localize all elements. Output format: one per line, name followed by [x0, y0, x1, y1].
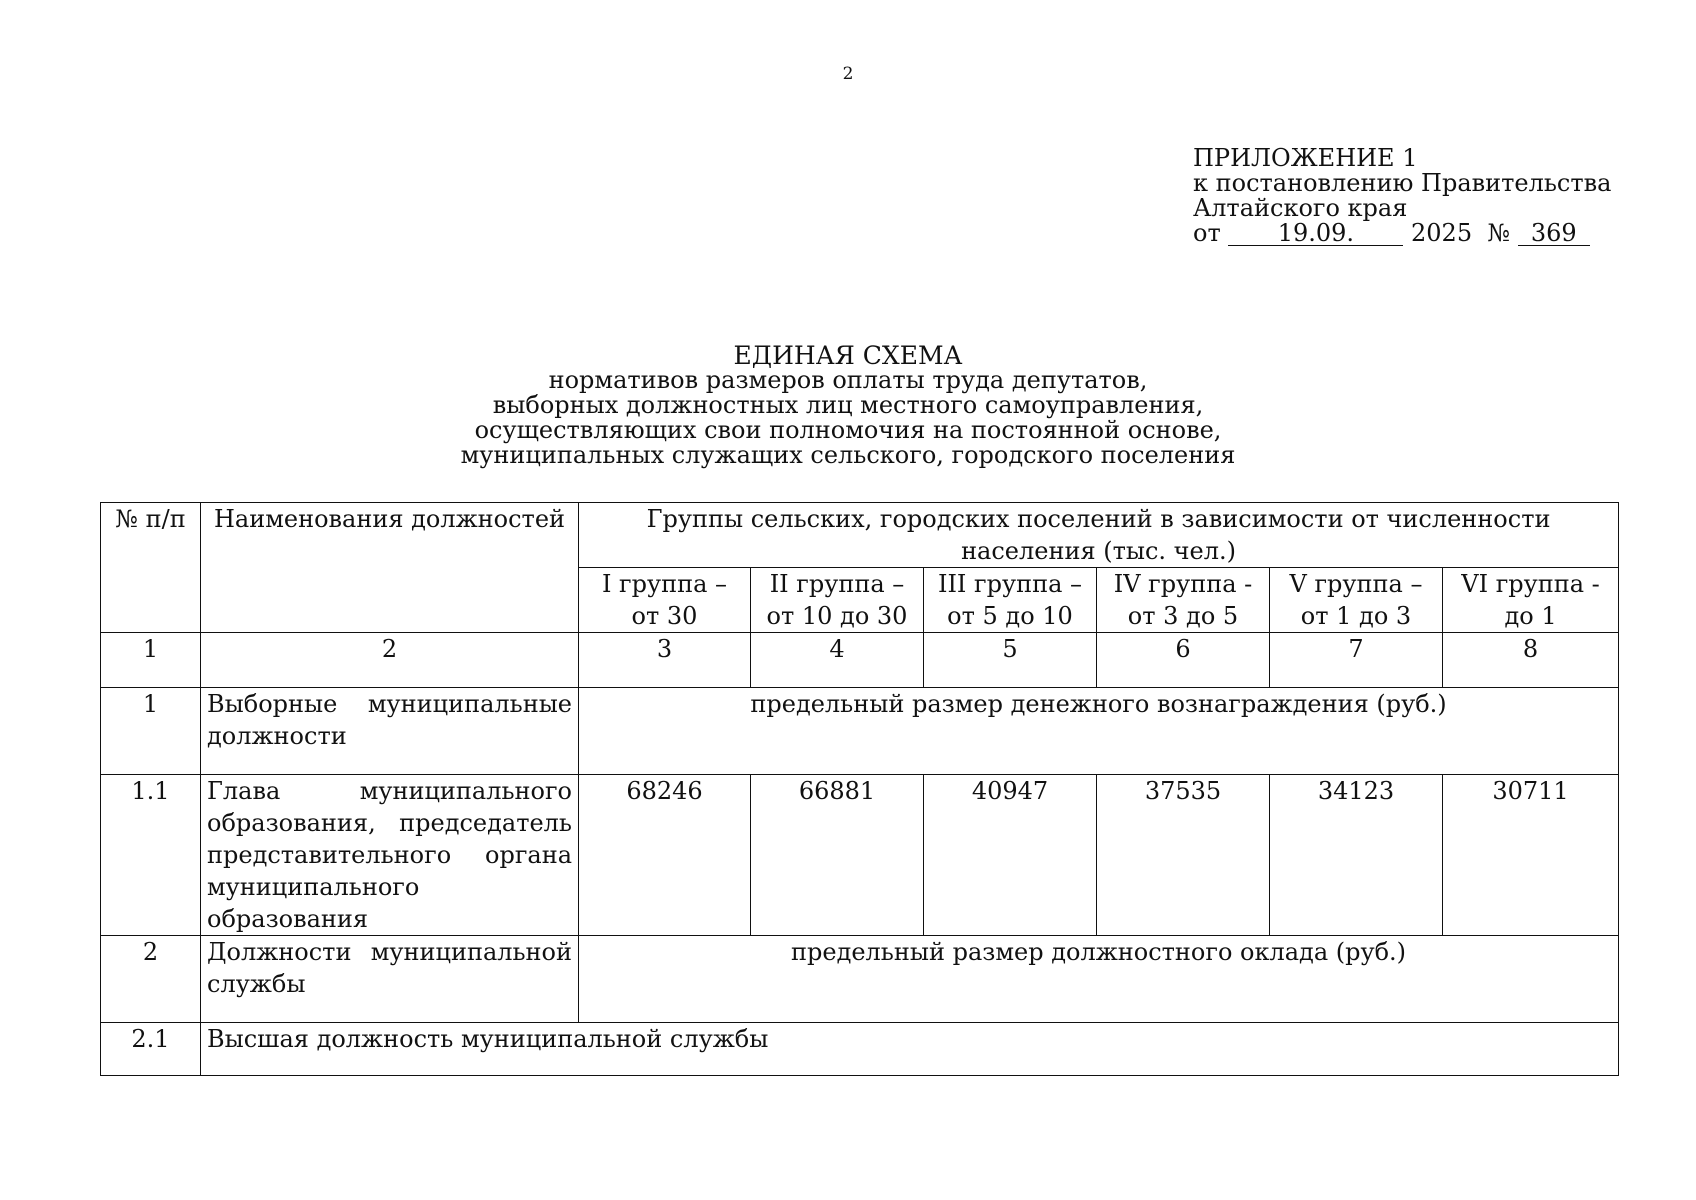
group-range: от 1 до 3: [1300, 602, 1412, 630]
group-col-header: [1443, 568, 1619, 633]
value-cell: 30711: [1443, 775, 1619, 936]
group-name: III группа –: [937, 570, 1083, 598]
decree-number: 369: [1518, 221, 1590, 246]
decree-date: 19.09.: [1228, 221, 1403, 246]
group-name: VI группа -: [1461, 570, 1600, 598]
group-name: II группа –: [769, 570, 905, 598]
column-number: 5: [924, 633, 1097, 688]
row-position-name: Глава муниципального образования, председатель представительного органа муниципального образования: [201, 775, 579, 936]
appendix-date-line: [1193, 221, 1611, 246]
heading-line-3: осуществляющих свои полномочия на постоянной основе,: [474, 416, 1222, 444]
header-num: № п/п: [101, 503, 201, 633]
table-header-row: [101, 503, 1619, 568]
row-num: 1: [101, 688, 201, 775]
group-name: I группа –: [601, 570, 728, 598]
row-position-name: Выборные муниципальные должности: [201, 688, 579, 775]
group-name: V группа –: [1289, 570, 1423, 598]
group-col-header: [1270, 568, 1443, 633]
table-row: [101, 775, 1619, 936]
document-title: ЕДИНАЯ СХЕМА: [733, 341, 963, 370]
value-cell: 34123: [1270, 775, 1443, 936]
table-row: [101, 936, 1619, 1023]
group-range: от 30: [631, 602, 698, 630]
column-number: 7: [1270, 633, 1443, 688]
group-range: от 3 до 5: [1127, 602, 1239, 630]
from-label: от: [1193, 219, 1221, 247]
appendix-line-3: Алтайского края: [1193, 194, 1408, 222]
row-position-name: Высшая должность муниципальной службы: [201, 1023, 1619, 1076]
document-heading: [0, 343, 1696, 468]
column-number-row: [101, 633, 1619, 688]
appendix-block: [1193, 146, 1611, 246]
column-number: 1: [101, 633, 201, 688]
group-name: IV группа -: [1113, 570, 1253, 598]
heading-line-4: муниципальных служащих сельского, городского поселения: [460, 441, 1236, 469]
column-number: 2: [201, 633, 579, 688]
group-col-header: [924, 568, 1097, 633]
row-span-text: предельный размер денежного вознаграждения (руб.): [579, 688, 1619, 775]
table-row: [101, 1023, 1619, 1076]
group-col-header: [751, 568, 924, 633]
group-col-header: [579, 568, 751, 633]
value-cell: 40947: [924, 775, 1097, 936]
group-col-header: [1097, 568, 1270, 633]
header-positions: Наименования должностей: [201, 503, 579, 633]
row-span-text: предельный размер должностного оклада (руб.): [579, 936, 1619, 1023]
heading-line-2: выборных должностных лиц местного самоуправления,: [492, 391, 1204, 419]
group-range: от 5 до 10: [947, 602, 1073, 630]
column-number: 8: [1443, 633, 1619, 688]
column-number: 6: [1097, 633, 1270, 688]
appendix-line-2: к постановлению Правительства: [1193, 169, 1612, 197]
column-number: 3: [579, 633, 751, 688]
value-cell: 68246: [579, 775, 751, 936]
page-number: 2: [842, 64, 854, 84]
appendix-title: ПРИЛОЖЕНИЕ 1: [1193, 144, 1418, 172]
group-range: до 1: [1504, 602, 1557, 630]
value-cell: 37535: [1097, 775, 1270, 936]
salary-schema-table: [100, 502, 1619, 1076]
heading-line-1: нормативов размеров оплаты труда депутатов,: [548, 366, 1148, 394]
value-cell: 66881: [751, 775, 924, 936]
row-num: 2: [101, 936, 201, 1023]
column-number: 4: [751, 633, 924, 688]
row-num: 1.1: [101, 775, 201, 936]
number-label: №: [1487, 219, 1511, 247]
group-range: от 10 до 30: [766, 602, 908, 630]
header-groups: Группы сельских, городских поселений в зависимости от численности населения (тыс. чел.): [579, 503, 1619, 568]
row-position-name: Должности муниципальной службы: [201, 936, 579, 1023]
table-row: [101, 688, 1619, 775]
row-num: 2.1: [101, 1023, 201, 1076]
decree-year: 2025: [1411, 219, 1473, 247]
